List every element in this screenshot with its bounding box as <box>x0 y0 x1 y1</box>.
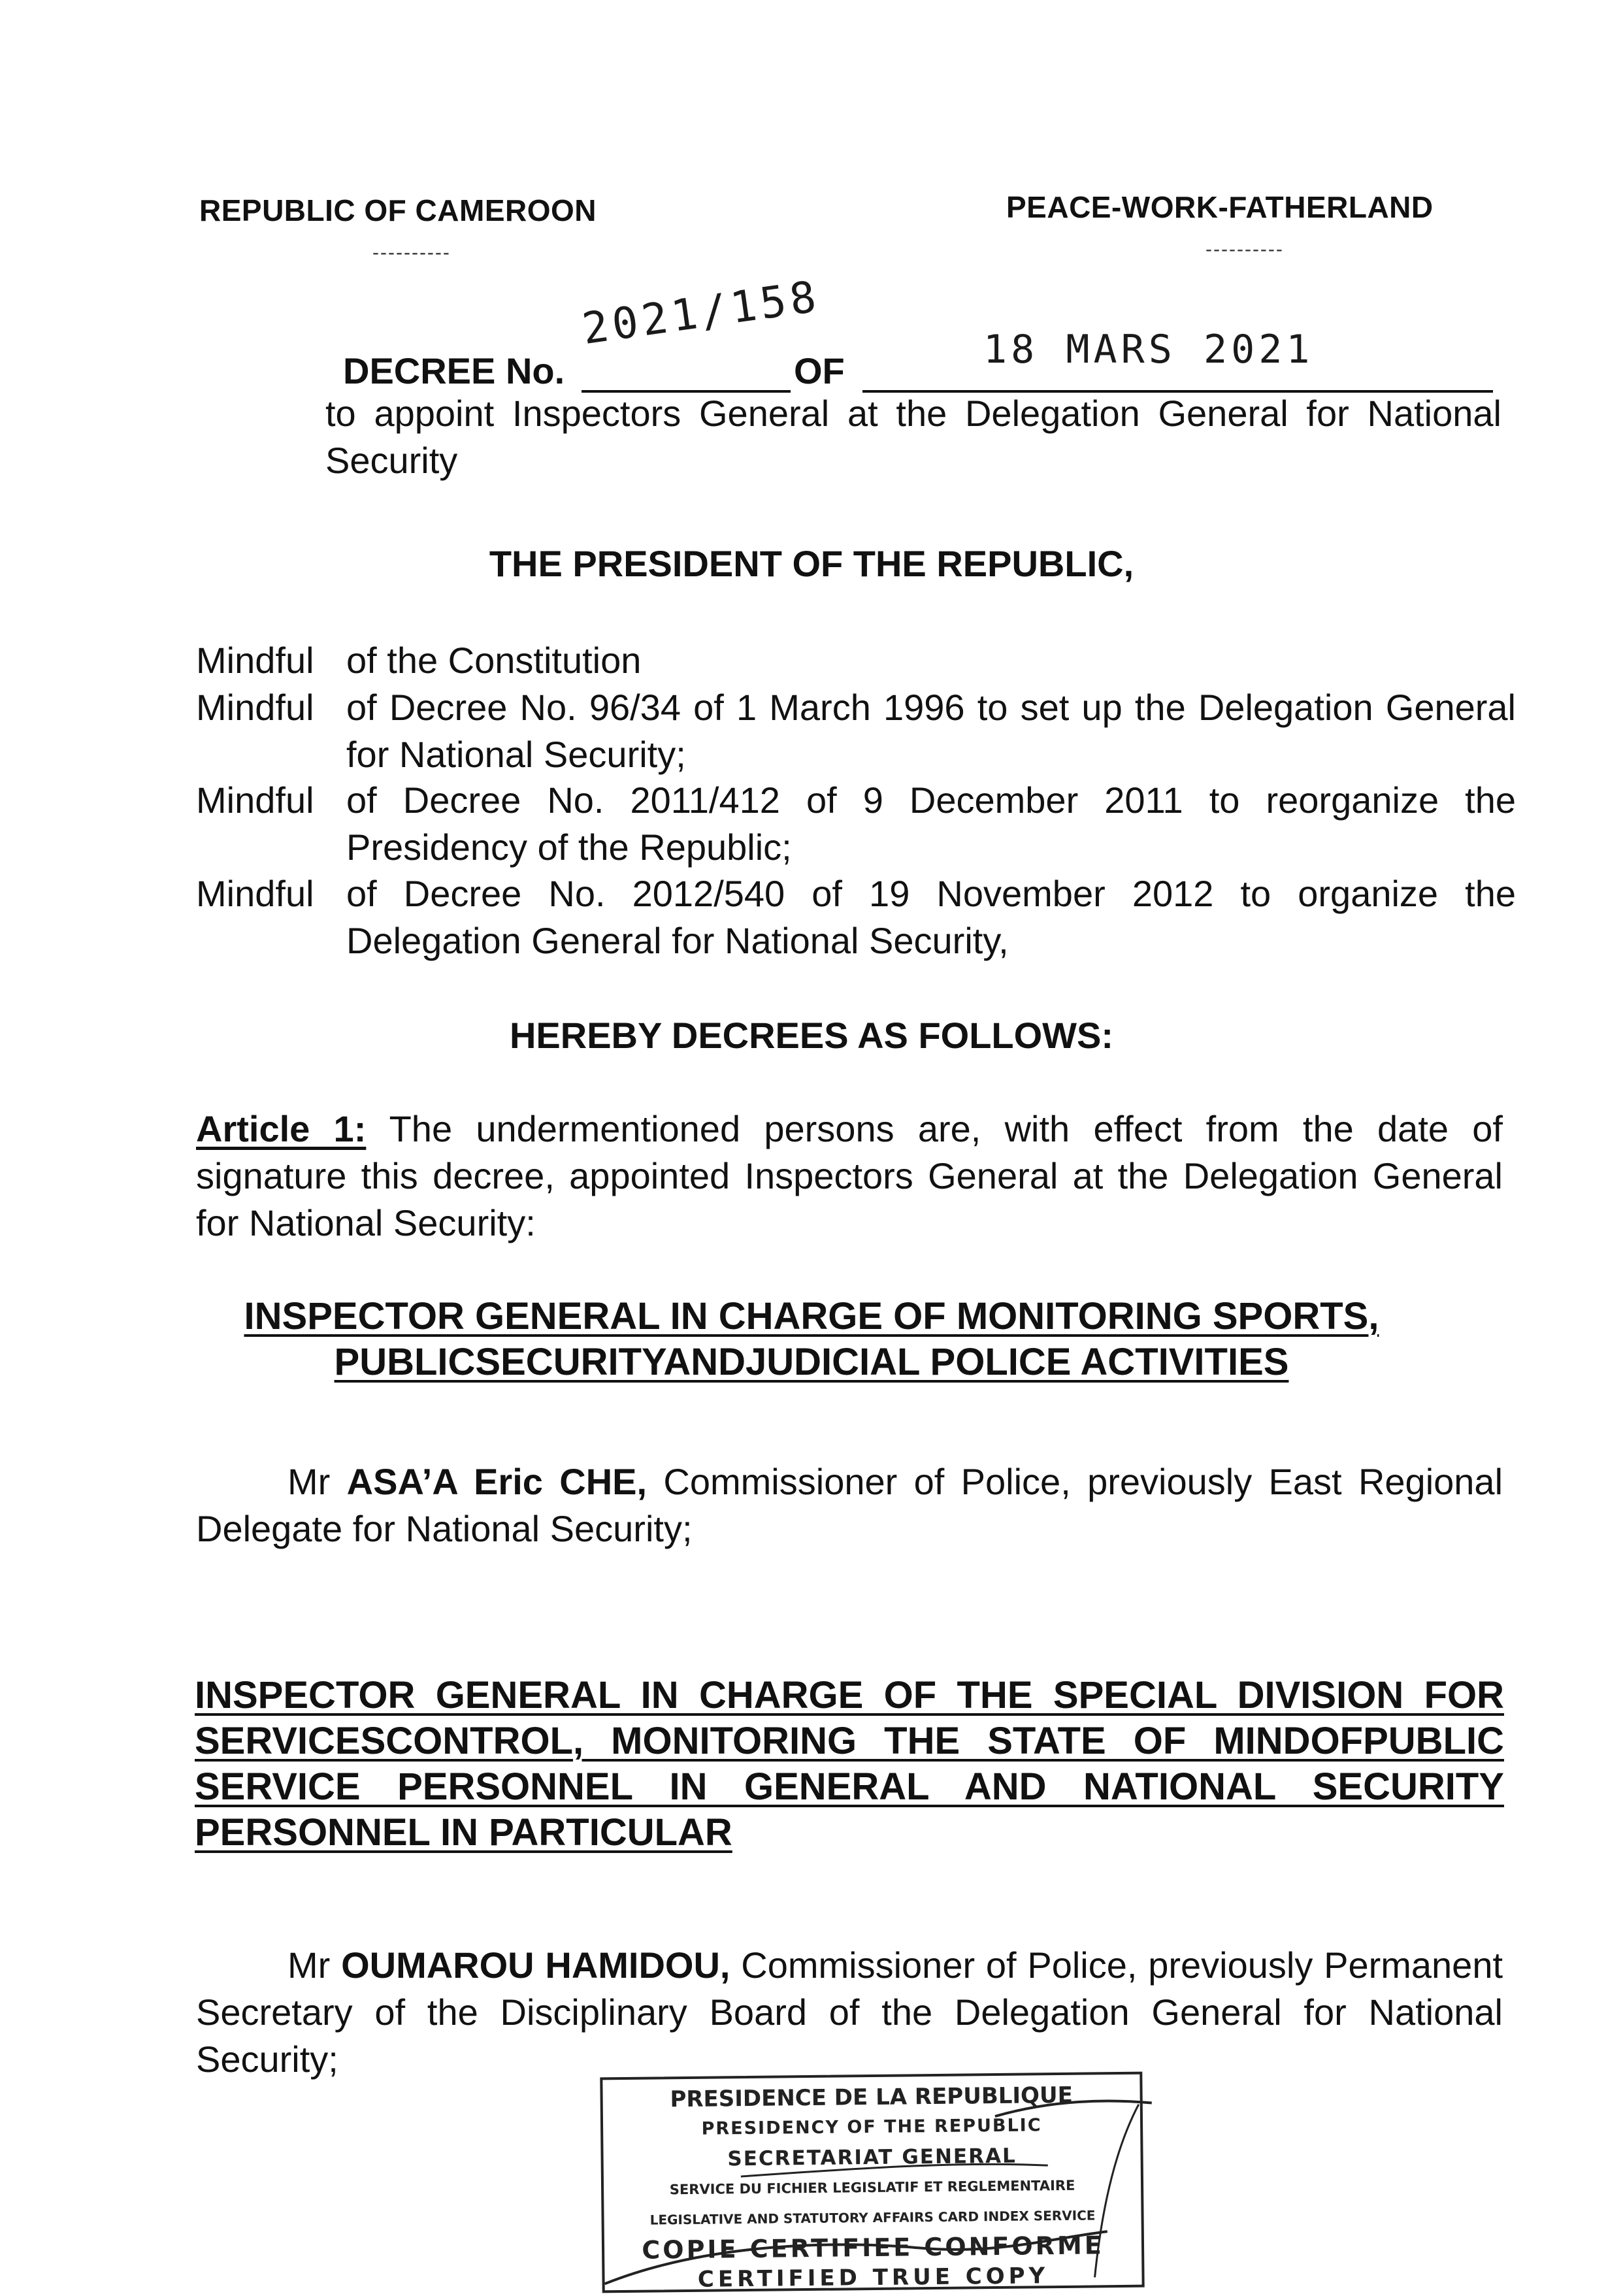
mindful-label: Mindful <box>196 687 314 728</box>
mindful-label: Mindful <box>196 640 314 681</box>
appointee-title: Mr <box>287 1461 331 1502</box>
header-right-dashes: ---------- <box>1205 238 1284 260</box>
mindful-clause <box>196 637 1516 684</box>
section-2-appointee <box>196 1942 1503 2083</box>
mindful-clause <box>196 870 1516 964</box>
section-1-heading-line-1: INSPECTOR GENERAL IN CHARGE OF MONITORING SPORTS, <box>244 1295 1379 1337</box>
section-1-heading <box>0 1294 1623 1385</box>
appointee-name: ASA’A Eric CHE, <box>346 1461 648 1502</box>
decrees-heading: HEREBY DECREES AS FOLLOWS: <box>509 1015 1114 1056</box>
header-left: REPUBLIC OF CAMEROON <box>199 193 597 227</box>
stamp-line: PRESIDENCE DE LA REPUBLIQUE <box>670 2082 1074 2113</box>
stamp-line: PRESIDENCY OF THE REPUBLIC <box>701 2115 1042 2139</box>
stamp-line: SECRETARIAT GENERAL <box>727 2144 1017 2171</box>
mindful-clause <box>196 684 1516 778</box>
mindful-text: of Decree No. 2011/412 of 9 December 2011 to reorganize the Presidency of the Republic; <box>346 779 1516 868</box>
president-heading: THE PRESIDENT OF THE REPUBLIC, <box>489 543 1134 584</box>
stamp-line: COPIE CERTIFIEE CONFORME <box>642 2231 1104 2265</box>
stamp-line: SERVICE DU FICHIER LEGISLATIF ET REGLEMENTAIRE <box>669 2177 1075 2198</box>
appointee-description: Commissioner of Police, previously Permanent Secretary of the Disciplinary Board of the Delegation General for National Security; <box>196 1944 1503 2080</box>
mindful-clause <box>196 777 1516 871</box>
mindful-text: of Decree No. 96/34 of 1 March 1996 to set up the Delegation General for National Security; <box>346 687 1516 775</box>
decree-number-handwritten: 2021/158 <box>579 271 823 355</box>
decree-date-stamp: 18 MARS 2021 <box>983 327 1314 372</box>
mindful-text: of the Constitution <box>346 640 642 681</box>
mindful-label: Mindful <box>196 873 314 914</box>
mindful-text: of Decree No. 2012/540 of 19 November 2012 to organize the Delegation General for National Security, <box>346 873 1516 961</box>
header-left-dashes: ---------- <box>372 242 451 263</box>
decree-of-label: OF <box>794 350 845 391</box>
article-1-text: The undermentioned persons are, with effect from the date of signature this decree, appointed Inspectors General at the Delegation General for National Security: <box>196 1108 1503 1243</box>
stamp-line: CERTIFIED TRUE COPY <box>697 2263 1049 2293</box>
appointee-name: OUMAROU HAMIDOU, <box>341 1944 730 1986</box>
decree-subject: to appoint Inspectors General at the Delegation General for National Security <box>325 393 1501 481</box>
article-1 <box>196 1106 1503 1247</box>
certification-stamp <box>600 2072 1144 2293</box>
section-1-heading-line-2: PUBLICSECURITYANDJUDICIAL POLICE ACTIVITIES <box>334 1341 1289 1383</box>
mindful-label: Mindful <box>196 779 314 821</box>
section-2-heading: INSPECTOR GENERAL IN CHARGE OF THE SPECIAL DIVISION FOR SERVICESCONTROL, MONITORING THE STATE OF MINDOFPUBLIC SERVICE PERSONNEL IN GENERAL AND NATIONAL SECURITY PERSONNEL IN PARTICULAR <box>195 1674 1504 1854</box>
appointee-title: Mr <box>287 1944 331 1986</box>
stamp-signature-scribble <box>589 2074 1166 2295</box>
header-right: PEACE-WORK-FATHERLAND <box>1006 190 1434 224</box>
section-1-appointee <box>196 1458 1503 1552</box>
appointee-description: Commissioner of Police, previously East Regional Delegate for National Security; <box>196 1461 1503 1549</box>
decree-label: DECREE No. <box>343 350 565 391</box>
article-1-label: Article 1: <box>196 1108 367 1149</box>
stamp-line: LEGISLATIVE AND STATUTORY AFFAIRS CARD INDEX SERVICE <box>649 2207 1096 2228</box>
